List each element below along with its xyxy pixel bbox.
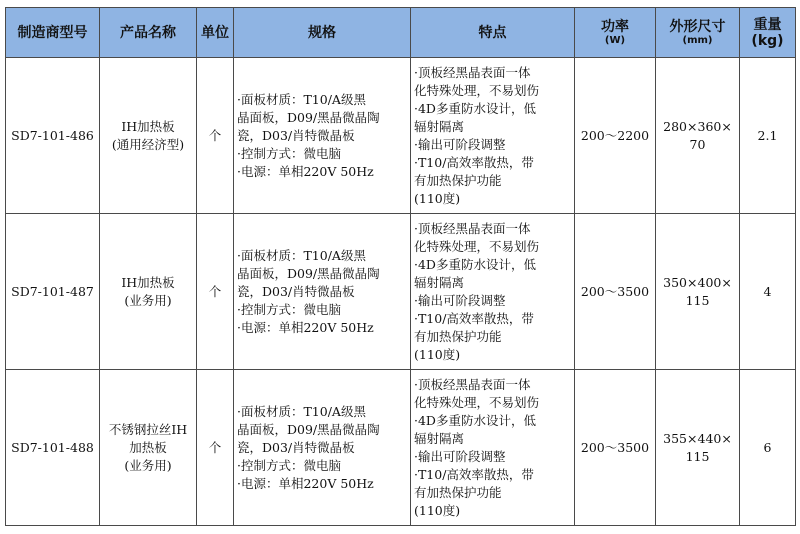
- feature-line: ·输出可阶段调整: [414, 448, 506, 464]
- header-unit: 单位: [197, 8, 234, 58]
- header-power: [575, 8, 656, 58]
- spec-line: ·面板材质：T10/A级黑: [237, 247, 366, 263]
- feature-line: ·顶板经黑晶表面一体: [414, 376, 531, 392]
- model-cell: SD7-101-488: [6, 370, 100, 526]
- spec-cell: [234, 58, 411, 214]
- feature-line: ·4D多重防水设计，低: [414, 256, 536, 272]
- table-row: [6, 370, 796, 526]
- size-line: 70: [689, 136, 706, 152]
- feature-line: 化特殊处理，不易划伤: [414, 238, 540, 254]
- table-row: [6, 214, 796, 370]
- product-name-cell: [100, 370, 197, 526]
- product-name-line: IH加热板: [121, 274, 175, 290]
- feature-line: 化特殊处理，不易划伤: [414, 82, 540, 98]
- power-cell: 200～3500: [575, 214, 656, 370]
- feature-line: ·顶板经黑晶表面一体: [414, 220, 531, 236]
- header-weight-unit: (kg): [751, 32, 784, 49]
- power-cell: 200～3500: [575, 370, 656, 526]
- feature-line: 有加热保护功能: [414, 328, 502, 344]
- feature-line: 辐射隔离: [414, 430, 465, 446]
- spec-line: ·面板材质：T10/A级黑: [237, 403, 366, 419]
- product-spec-table: [5, 7, 796, 526]
- header-size-unit: (mm): [682, 34, 713, 46]
- feature-line: (110度): [414, 502, 461, 518]
- spec-line: 瓷，D03/肖特微晶板: [237, 127, 355, 143]
- model-cell: SD7-101-487: [6, 214, 100, 370]
- product-name-line: (通用经济型): [111, 136, 185, 152]
- weight-cell: 4: [740, 214, 796, 370]
- header-model: 制造商型号: [6, 8, 100, 58]
- header-spec: 规格: [234, 8, 411, 58]
- unit-cell: 个: [197, 214, 234, 370]
- product-name-line: 加热板: [129, 439, 167, 455]
- feature-line: 化特殊处理，不易划伤: [414, 394, 540, 410]
- size-line: 350×400×: [663, 274, 732, 290]
- table-row: [6, 58, 796, 214]
- weight-cell: 6: [740, 370, 796, 526]
- spec-line: ·控制方式：微电脑: [237, 145, 341, 161]
- feature-line: (110度): [414, 346, 461, 362]
- feature-line: ·T10/高效率散热，带: [414, 466, 534, 482]
- spec-line: ·控制方式：微电脑: [237, 457, 341, 473]
- spec-line: ·电源：单相220V 50Hz: [237, 475, 374, 491]
- header-size-label: 外形尺寸: [669, 18, 726, 35]
- product-name-line: (业务用): [124, 292, 172, 308]
- product-name-line: 不锈钢拉丝IH: [108, 421, 188, 437]
- feature-line: 有加热保护功能: [414, 484, 502, 500]
- header-product-name: 产品名称: [100, 8, 197, 58]
- feature-line: ·4D多重防水设计，低: [414, 412, 536, 428]
- product-name-line: (业务用): [124, 457, 172, 473]
- spec-line: ·电源：单相220V 50Hz: [237, 319, 374, 335]
- header-weight: [740, 8, 796, 58]
- spec-cell: [234, 214, 411, 370]
- feature-line: 有加热保护功能: [414, 172, 502, 188]
- feature-line: 辐射隔离: [414, 118, 465, 134]
- size-line: 280×360×: [663, 118, 732, 134]
- spec-line: 瓷，D03/肖特微晶板: [237, 439, 355, 455]
- product-name-cell: [100, 214, 197, 370]
- size-cell: [656, 370, 740, 526]
- spec-line: ·面板材质：T10/A级黑: [237, 91, 366, 107]
- spec-line: ·控制方式：微电脑: [237, 301, 341, 317]
- spec-line: ·电源：单相220V 50Hz: [237, 163, 374, 179]
- spec-line: 瓷，D03/肖特微晶板: [237, 283, 355, 299]
- features-cell: [411, 58, 575, 214]
- header-power-label: 功率: [601, 18, 629, 35]
- feature-line: ·4D多重防水设计，低: [414, 100, 536, 116]
- features-cell: [411, 214, 575, 370]
- feature-line: ·T10/高效率散热，带: [414, 310, 534, 326]
- spec-line: 晶面板，D09/黑晶微晶陶: [237, 421, 380, 437]
- size-cell: [656, 214, 740, 370]
- feature-line: ·T10/高效率散热，带: [414, 154, 534, 170]
- size-line: 115: [685, 292, 710, 308]
- header-weight-label: 重量: [753, 16, 782, 33]
- feature-line: 辐射隔离: [414, 274, 465, 290]
- feature-line: (110度): [414, 190, 461, 206]
- size-line: 115: [685, 448, 710, 464]
- header-row: [6, 8, 796, 58]
- feature-line: ·输出可阶段调整: [414, 292, 506, 308]
- weight-cell: 2.1: [740, 58, 796, 214]
- unit-cell: 个: [197, 370, 234, 526]
- feature-line: ·顶板经黑晶表面一体: [414, 64, 531, 80]
- header-features: 特点: [411, 8, 575, 58]
- unit-cell: 个: [197, 58, 234, 214]
- model-cell: SD7-101-486: [6, 58, 100, 214]
- header-power-unit: (W): [604, 34, 626, 46]
- product-name-line: IH加热板: [121, 118, 175, 134]
- features-cell: [411, 370, 575, 526]
- product-name-cell: [100, 58, 197, 214]
- size-line: 355×440×: [663, 430, 732, 446]
- header-size: [656, 8, 740, 58]
- feature-line: ·输出可阶段调整: [414, 136, 506, 152]
- spec-cell: [234, 370, 411, 526]
- power-cell: 200～2200: [575, 58, 656, 214]
- spec-line: 晶面板，D09/黑晶微晶陶: [237, 265, 380, 281]
- spec-line: 晶面板，D09/黑晶微晶陶: [237, 109, 380, 125]
- size-cell: [656, 58, 740, 214]
